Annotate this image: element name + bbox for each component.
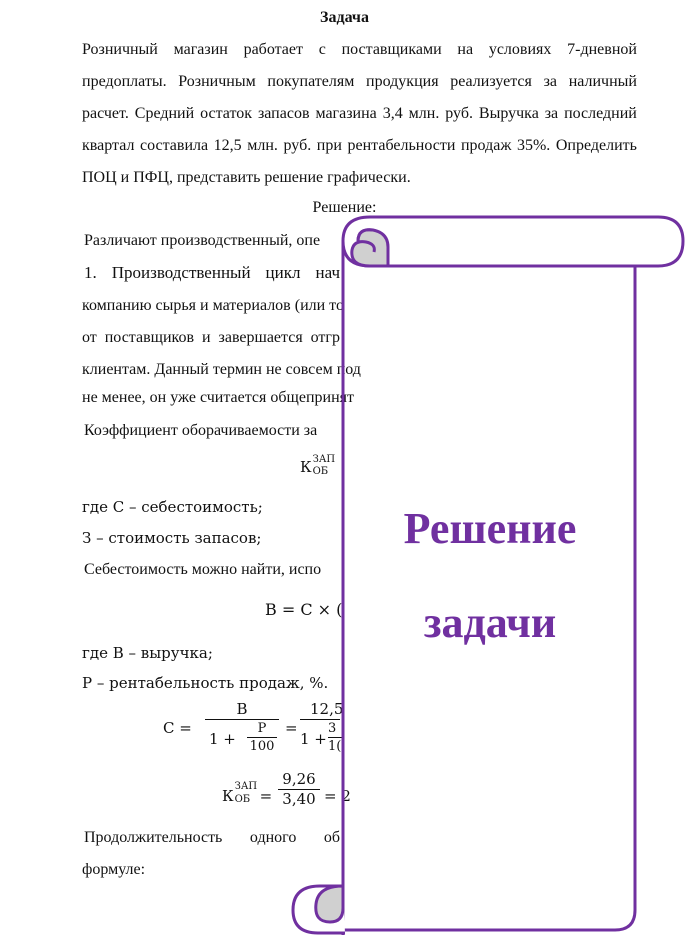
word: условиях bbox=[488, 41, 552, 58]
scroll-title-line-1: Решение bbox=[403, 504, 577, 553]
task-title: Задача bbox=[320, 9, 369, 26]
word: продукция bbox=[366, 73, 439, 90]
word: Розничный bbox=[82, 41, 158, 58]
fraction-2-inner-den: 1( bbox=[328, 739, 342, 754]
word: наличный bbox=[568, 73, 637, 90]
word: на bbox=[457, 41, 474, 58]
fraction-1-den-plus: 1 + bbox=[209, 730, 236, 748]
word: 3,4 bbox=[382, 105, 403, 122]
word: реализуется bbox=[450, 73, 532, 90]
word: 12,5 bbox=[213, 137, 242, 154]
c-eq-left: С = bbox=[163, 719, 192, 737]
word: и bbox=[202, 329, 211, 346]
where-cost: где С – себестоимость; bbox=[82, 498, 263, 516]
para-1-line-2: компанию сырья и материалов (или то bbox=[82, 297, 344, 314]
word: поставщиками bbox=[341, 41, 442, 58]
k-sup: ЗАП bbox=[234, 781, 258, 792]
word: с bbox=[318, 41, 326, 58]
word: Продолжительность bbox=[84, 829, 223, 846]
word: магазина bbox=[315, 105, 377, 122]
eq-sign: = bbox=[285, 719, 298, 737]
solution-heading: Решение: bbox=[312, 199, 377, 216]
word: Розничным bbox=[178, 73, 256, 90]
word: квартал bbox=[82, 137, 135, 154]
fraction-2-den-plus: 1 + bbox=[300, 730, 327, 748]
word: Средний bbox=[134, 105, 195, 122]
coef-sub: ОБ bbox=[312, 466, 329, 477]
word: Определить bbox=[555, 137, 637, 154]
para-distinguish: Различают производственный, опе bbox=[84, 232, 321, 249]
k-sub: ОБ bbox=[234, 794, 251, 805]
word: завершается bbox=[218, 329, 303, 346]
fraction-1-inner-num: Р bbox=[257, 721, 267, 736]
fraction-2-inner-num: 3 bbox=[328, 721, 337, 736]
word: от bbox=[82, 329, 97, 346]
k-eq-tail: = 2 bbox=[324, 787, 351, 805]
word: продаж bbox=[460, 137, 512, 154]
scroll-title-line-2: задачи bbox=[423, 598, 557, 647]
where-stock: З – стоимость запасов; bbox=[82, 529, 262, 547]
word: предоплаты. bbox=[82, 73, 167, 90]
word: руб. bbox=[445, 105, 473, 122]
fraction-2-num: 12,5 bbox=[310, 700, 344, 718]
word: расчет. bbox=[82, 105, 129, 122]
where-revenue: где В – выручка; bbox=[82, 644, 213, 662]
fraction-1-num: В bbox=[236, 700, 248, 718]
para-1-line-4: клиентам. Данный термин не совсем под bbox=[82, 361, 361, 378]
word: об bbox=[323, 829, 340, 846]
cost-intro: Себестоимость можно найти, испо bbox=[84, 561, 322, 578]
word: за bbox=[544, 105, 559, 122]
word: поставщиков bbox=[104, 329, 195, 346]
k-fraction-num: 9,26 bbox=[282, 770, 316, 788]
word: млн. bbox=[408, 105, 440, 122]
where-profitability: Р – рентабельность продаж, %. bbox=[82, 674, 329, 692]
word: остаток bbox=[200, 105, 253, 122]
word: нач bbox=[315, 263, 340, 282]
k-fraction-den: 3,40 bbox=[278, 789, 320, 809]
word: одного bbox=[249, 829, 297, 846]
word: Выручка bbox=[478, 105, 539, 122]
k-eq: = bbox=[259, 787, 273, 805]
coef-intro: Коэффициент оборачиваемости за bbox=[84, 422, 318, 439]
word: при bbox=[316, 137, 342, 154]
word: последний bbox=[564, 105, 637, 122]
word: млн. bbox=[247, 137, 278, 154]
word: руб. bbox=[283, 137, 312, 154]
word: цикл bbox=[265, 263, 301, 282]
formula-word: формуле: bbox=[82, 861, 146, 878]
coef-sup: ЗАП bbox=[312, 454, 336, 465]
word: 1. bbox=[84, 263, 97, 282]
word: рентабельности bbox=[347, 137, 456, 154]
word: запасов bbox=[257, 105, 310, 122]
word: 7-дневной bbox=[567, 41, 637, 58]
formula-revenue: В = С × ( bbox=[265, 600, 343, 619]
task-line-5: ПОЦ и ПФЦ, представить решение графически. bbox=[82, 169, 411, 186]
word: составила bbox=[140, 137, 209, 154]
scroll-body bbox=[335, 240, 635, 935]
scroll-top-roll bbox=[343, 217, 683, 266]
word: отгр bbox=[310, 329, 340, 346]
word: работает bbox=[243, 41, 303, 58]
word: покупателям bbox=[267, 73, 355, 90]
coef-symbol: К bbox=[300, 458, 312, 476]
word: за bbox=[543, 73, 557, 90]
k-symbol: К bbox=[222, 787, 234, 805]
fraction-1-inner-den: 100 bbox=[247, 737, 277, 755]
word: Производственный bbox=[111, 263, 251, 282]
word: 35%. bbox=[516, 137, 551, 154]
para-1-line-5: не менее, он уже считается общепринят bbox=[82, 389, 354, 406]
scroll-shape bbox=[293, 217, 683, 935]
word: магазин bbox=[173, 41, 228, 58]
